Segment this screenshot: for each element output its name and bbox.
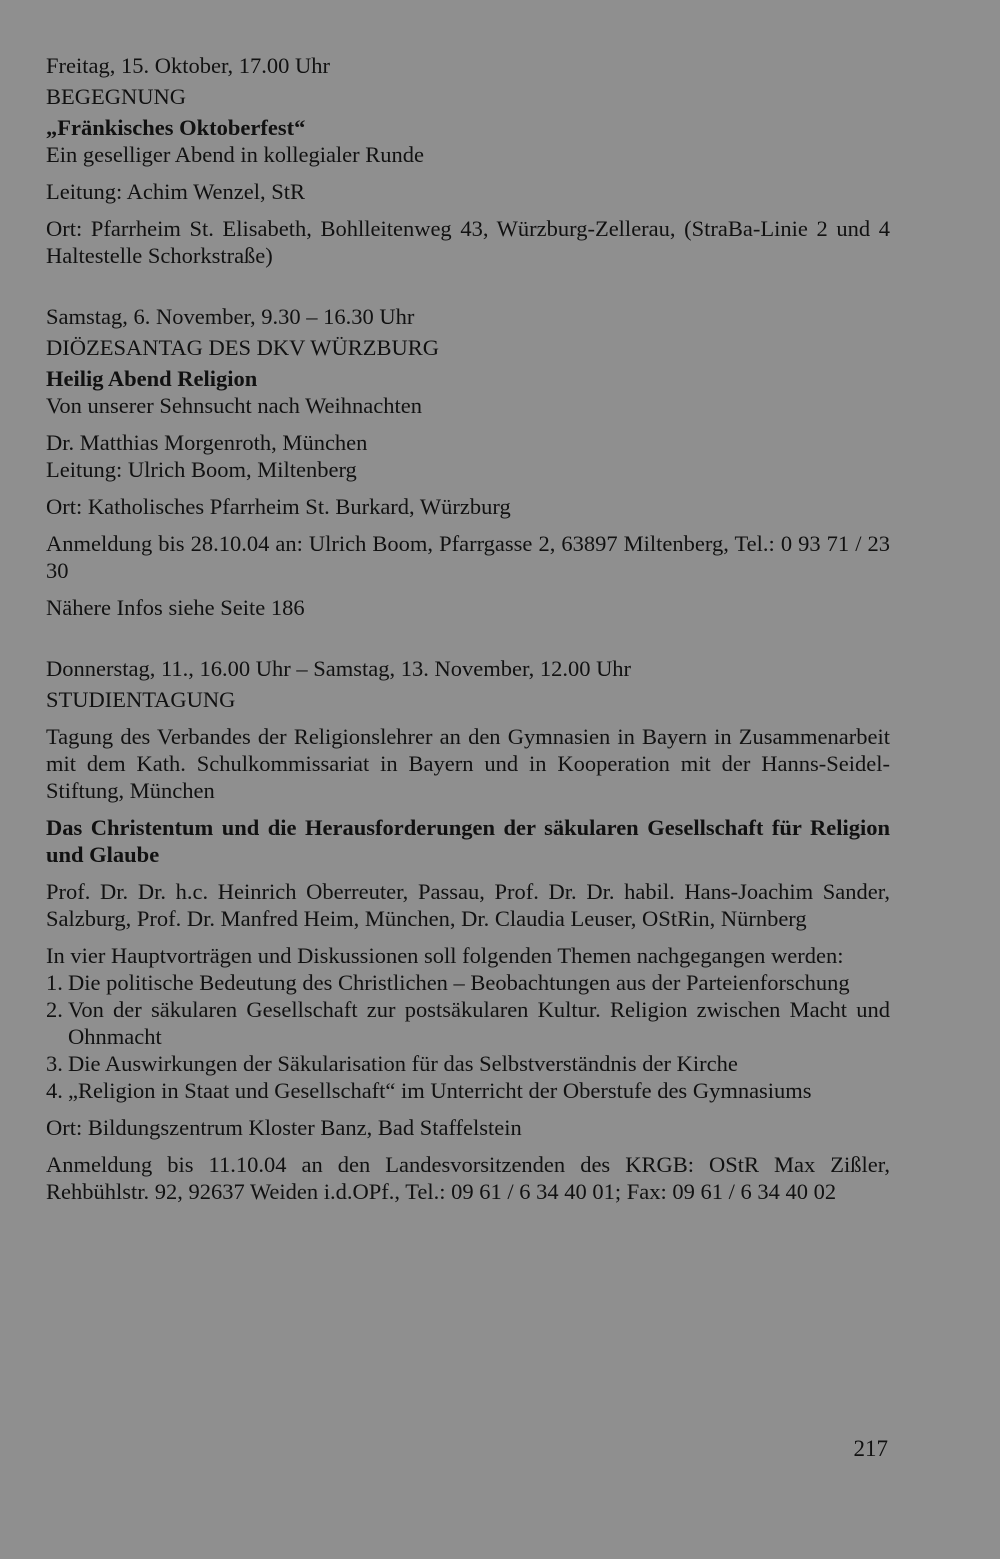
- list-item: [46, 1050, 890, 1077]
- event-speaker: Dr. Matthias Morgenroth, München: [46, 430, 368, 455]
- topic-number: 3.: [46, 1051, 63, 1076]
- event-category: DIÖZESANTAG DES DKV WÜRZBURG: [46, 335, 439, 360]
- list-item: [46, 969, 890, 996]
- event-speakers: Prof. Dr. Dr. h.c. Heinrich Oberreuter, Passau, Prof. Dr. Dr. habil. Hans-Joachim Sander, Salzburg, Prof. Dr. Manfred Heim, München, Dr. Claudia Leuser, OStRin, Nürnberg: [46, 879, 890, 931]
- event-title: „Fränkisches Oktoberfest“: [46, 115, 306, 140]
- event-anmeldung: Anmeldung bis 11.10.04 an den Landesvorsitzenden des KRGB: OStR Max Zißler, Rehbühlstr. 92, 92637 Weiden i.d.OPf., Tel.: 09 61 / 6 34 40 01; Fax: 09 61 / 6 34 40 02: [46, 1152, 890, 1204]
- event-infos: Nähere Infos siehe Seite 186: [46, 595, 305, 620]
- event-date: Freitag, 15. Oktober, 17.00 Uhr: [46, 53, 331, 78]
- event-date: Donnerstag, 11., 16.00 Uhr – Samstag, 13. November, 12.00 Uhr: [46, 656, 632, 681]
- event-ort: Ort: Bildungszentrum Kloster Banz, Bad Staffelstein: [46, 1115, 522, 1140]
- event-ort: Ort: Katholisches Pfarrheim St. Burkard, Würzburg: [46, 494, 511, 519]
- event-leitung: Leitung: Achim Wenzel, StR: [46, 179, 305, 204]
- list-item: [46, 996, 890, 1050]
- event-dioezesantag: [46, 303, 890, 621]
- list-item: [46, 1077, 890, 1104]
- page-content: [46, 52, 890, 1205]
- event-category: BEGEGNUNG: [46, 84, 186, 109]
- topic-text: „Religion in Staat und Gesellschaft“ im Unterricht der Oberstufe des Gymnasiums: [68, 1078, 812, 1103]
- topic-text: Die politische Bedeutung des Christlichen – Beobachtungen aus der Parteienforschung: [68, 970, 850, 995]
- topic-text: Von der säkularen Gesellschaft zur postsäkularen Kultur. Religion zwischen Macht und Ohnmacht: [68, 997, 890, 1049]
- event-date: Samstag, 6. November, 9.30 – 16.30 Uhr: [46, 304, 415, 329]
- event-subtitle: Von unserer Sehnsucht nach Weihnachten: [46, 393, 423, 418]
- event-title: Das Christentum und die Herausforderungen der säkularen Gesellschaft für Religion und Glaube: [46, 815, 890, 867]
- event-leitung: Leitung: Ulrich Boom, Miltenberg: [46, 457, 357, 482]
- event-begegnung: [46, 52, 890, 269]
- event-intro: In vier Hauptvorträgen und Diskussionen soll folgenden Themen nachgegangen werden:: [46, 943, 844, 968]
- event-description: Tagung des Verbandes der Religionslehrer an den Gymnasien in Bayern in Zusammenarbeit mit dem Kath. Schulkommissariat in Bayern und in Kooperation mit der Hanns-Seidel-Stiftung, München: [46, 724, 890, 803]
- topic-number: 4.: [46, 1078, 63, 1103]
- event-title: Heilig Abend Religion: [46, 366, 258, 391]
- event-subtitle: Ein geselliger Abend in kollegialer Runde: [46, 142, 425, 167]
- topic-number: 2.: [46, 997, 63, 1022]
- event-category: STUDIENTAGUNG: [46, 687, 236, 712]
- event-anmeldung: Anmeldung bis 28.10.04 an: Ulrich Boom, Pfarrgasse 2, 63897 Miltenberg, Tel.: 0 93 71 / 23 30: [46, 531, 890, 583]
- page-number: 217: [853, 1436, 888, 1461]
- event-studientagung: [46, 655, 890, 1205]
- event-ort: Ort: Pfarrheim St. Elisabeth, Bohlleitenweg 43, Würzburg-Zellerau, (StraBa-Linie 2 und 4 Haltestelle Schorkstraße): [46, 216, 890, 268]
- topic-text: Die Auswirkungen der Säkularisation für das Selbstverständnis der Kirche: [68, 1051, 738, 1076]
- topic-list: [46, 969, 890, 1104]
- topic-number: 1.: [46, 970, 63, 995]
